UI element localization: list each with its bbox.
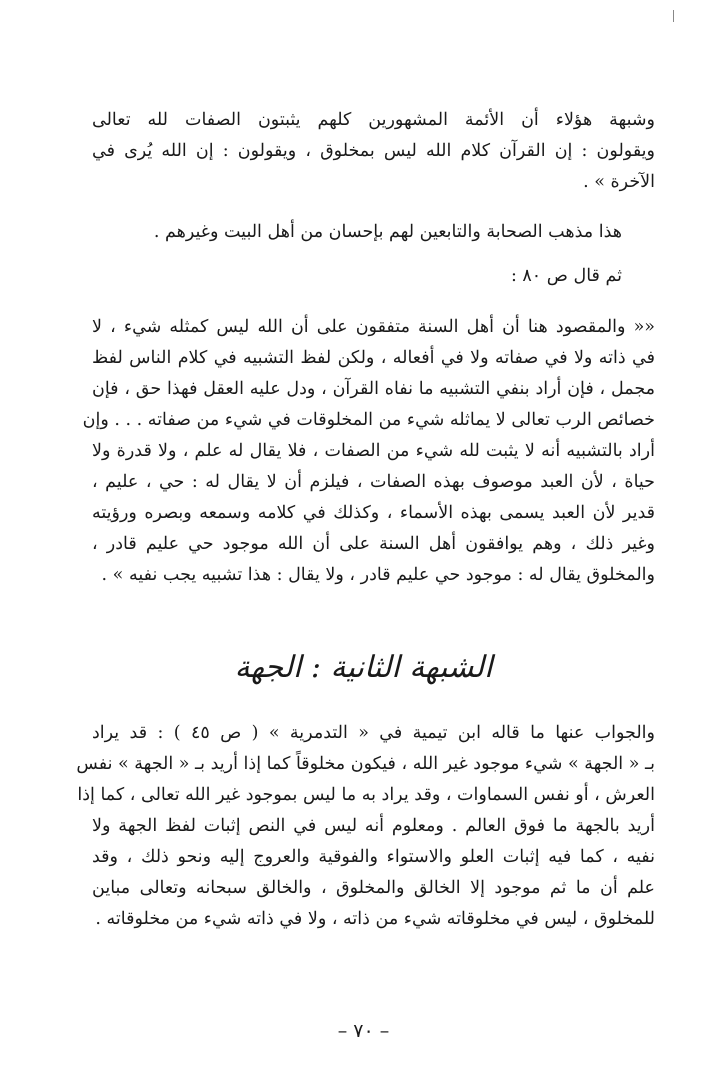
text-line: الآخرة » . [583, 172, 655, 192]
text-line: للمخلوق ، ليس في مخلوقاته شيء من ذاته ، ولا في ذاته شيء من مخلوقاته . [95, 909, 655, 929]
text-line: في ذاته ولا في صفاته ولا في أفعاله ، ولكن لفظ التشبيه في كلام الناس لفظ [92, 348, 655, 368]
text-line: والمخلوق يقال له : موجود حي عليم قادر ، ولا يقال : هذا تشبيه يجب نفيه » . [101, 565, 655, 585]
text-line: أراد بالتشبيه أنه لا يثبت لله شيء من الصفات ، فلا يقال له علم ، ولا قدرة ولا [92, 441, 655, 461]
paragraph-qal: ثم قال ص ٨٠ : [510, 266, 622, 286]
text-line: نفيه ، كما فيه إثبات العلو والاستواء والفوقية والعروج إليه ونحو ذلك ، وقد [92, 847, 655, 867]
quote-block [82, 312, 655, 591]
text-line: حياة ، لأن العبد موصوف بهذه الصفات ، فيلزم أن لا يقال له : حي ، عليم ، [92, 472, 655, 492]
text-line: والجواب عنها ما قاله ابن تيمية في « التدمرية » ( ص ٤٥ ) : قد يراد [92, 723, 655, 743]
paragraph-intro [92, 105, 655, 198]
text-line: ويقولون : إن القرآن كلام الله ليس بمخلوق ، ويقولون : إن الله يُرى في [92, 141, 655, 161]
text-line: «« والمقصود هنا أن أهل السنة متفقون على أن الله ليس كمثله شيء ، لا [92, 317, 655, 337]
page-number: – ٧٠ – [337, 1020, 390, 1042]
text-line: العرش ، أو نفس السماوات ، وقد يراد به ما ليس بموجود غير الله تعالى ، كما إذا [77, 785, 655, 805]
text-line: وغير ذلك ، وهم يوافقون أهل السنة على أن الله موجود حي عليم قادر ، [92, 534, 655, 554]
corner-mark [673, 10, 674, 22]
section-heading: الشبهة الثانية : الجهة [234, 650, 493, 685]
paragraph-answer [76, 718, 655, 935]
text-line: وشبهة هؤلاء أن الأئمة المشهورين كلهم يثبتون الصفات لله تعالى [92, 110, 655, 130]
text-line: علم أن ما ثم موجود إلا الخالق والمخلوق ، والخالق سبحانه وتعالى مباين [92, 878, 655, 898]
text-line: أريد بالجهة ما فوق العالم . ومعلوم أنه ليس في النص إثبات لفظ الجهة ولا [92, 816, 655, 836]
paragraph-madhhab: هذا مذهب الصحابة والتابعين لهم بإحسان من أهل البيت وغيرهم . [153, 222, 622, 242]
text-line: مجمل ، فإن أراد بنفي التشبيه ما نفاه القرآن ، ودل عليه العقل فهذا حق ، فإن [92, 379, 655, 399]
text-line: بـ « الجهة » شيء موجود غير الله ، فيكون مخلوقاً كما إذا أريد بـ « الجهة » نفس [76, 754, 655, 774]
text-line: قدير لأن العبد يسمى بهذه الأسماء ، وكذلك في كلامه وسمعه وبصره ورؤيته [92, 503, 655, 523]
text-line: خصائص الرب تعالى لا يماثله شيء من المخلوقات في شيء من صفاته . . . وإن [82, 410, 655, 430]
